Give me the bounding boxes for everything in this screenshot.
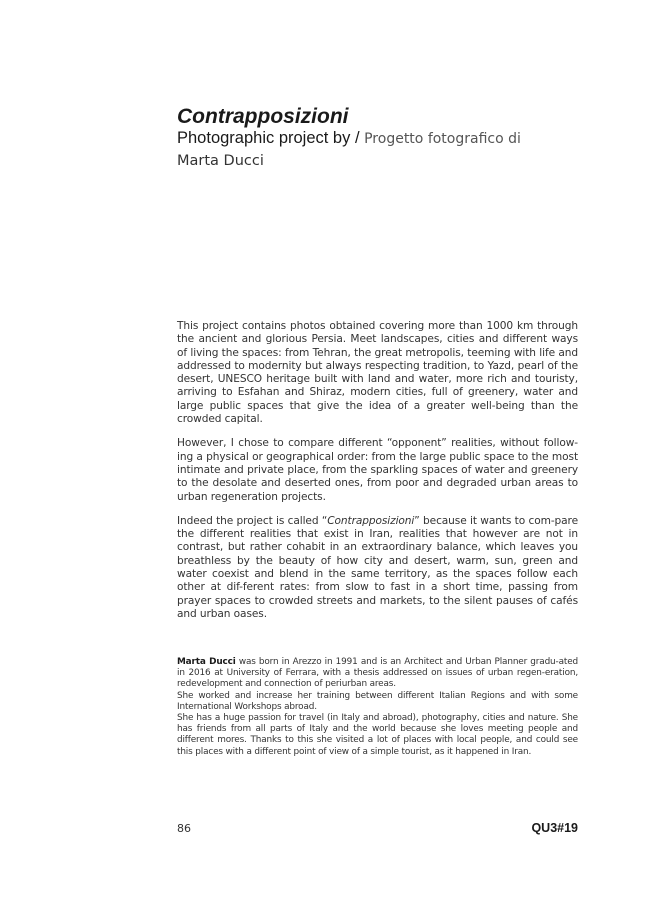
journal-issue-label: QU3#19 <box>531 821 578 835</box>
page-number: 86 <box>177 822 191 835</box>
paragraph-3-rest: ” because it wants to com-pare the different realities that exist in Iran, realities that however are not in contrast, but rather cohabit in an extraordinary balance, which leaves you breathless by the beauty of how city and desert, warm, sun, green and water coexist and blend in the same territory, as the spaces follow each other at dif-ferent rates: from slow to fast in a short time, passing from prayer spaces to crowded streets and markets, to the silent pauses of cafés and urban oases. <box>177 514 578 620</box>
body-paragraph-1: This project contains photos obtained covering more than 1000 km through the ancient and glorious Persia. Meet landscapes, cities and different ways of living the spaces: from Tehran, the great metropolis, teeming with life and addressed to modernity but always respecting tradition, to Yazd, pearl of the desert, UNESCO heritage built with land and water, more rich and touristy, arriving to Esfahan and Shiraz, modern cities, full of greenery, water and large public spaces that give the idea of a greater well-being than the crowded capital. <box>177 320 578 426</box>
bio-text-1: was born in Arezzo in 1991 and is an Architect and Urban Planner gradu-ated in 2016 at University of Ferrara, with a thesis addressed on issues of urban regen-eration, redevelopment and connection of periurban areas. <box>177 657 578 690</box>
paragraph-3-start: Indeed the project is called “ <box>177 514 328 527</box>
subtitle-italian: Progetto fotografico di <box>364 131 521 147</box>
project-name-emphasis: Contrapposizioni <box>327 514 415 527</box>
bio-paragraph-2: She worked and increase her training between different Italian Regions and with some International Workshops abroad. <box>177 690 578 712</box>
author-name: Marta Ducci <box>177 153 264 169</box>
article-body <box>177 320 578 632</box>
bio-paragraph-1 <box>177 657 578 691</box>
bio-paragraph-3: She has a huge passion for travel (in Italy and abroad), photography, cities and nature. She has friends from all parts of Italy and the world because she loves meeting people and different mores. Thanks to this she visited a lot of places with local people, and could see this places with a different point of view of a simple tourist, as it happened in Iran. <box>177 713 578 757</box>
article-subtitle <box>177 128 597 172</box>
article-title: Contrapposizioni <box>177 105 349 128</box>
body-paragraph-2: However, I chose to compare different “opponent” realities, without follow-ing a physical or geographical order: from the large public space to the most intimate and private place, from the sparkling spaces of water and greenery to the desolate and deserted ones, from poor and degraded urban areas to urban regeneration projects. <box>177 437 578 503</box>
bio-author-name: Marta Ducci <box>177 657 236 667</box>
subtitle-english: Photographic project by / <box>177 129 365 147</box>
body-paragraph-3 <box>177 515 578 621</box>
author-bio <box>177 657 578 758</box>
